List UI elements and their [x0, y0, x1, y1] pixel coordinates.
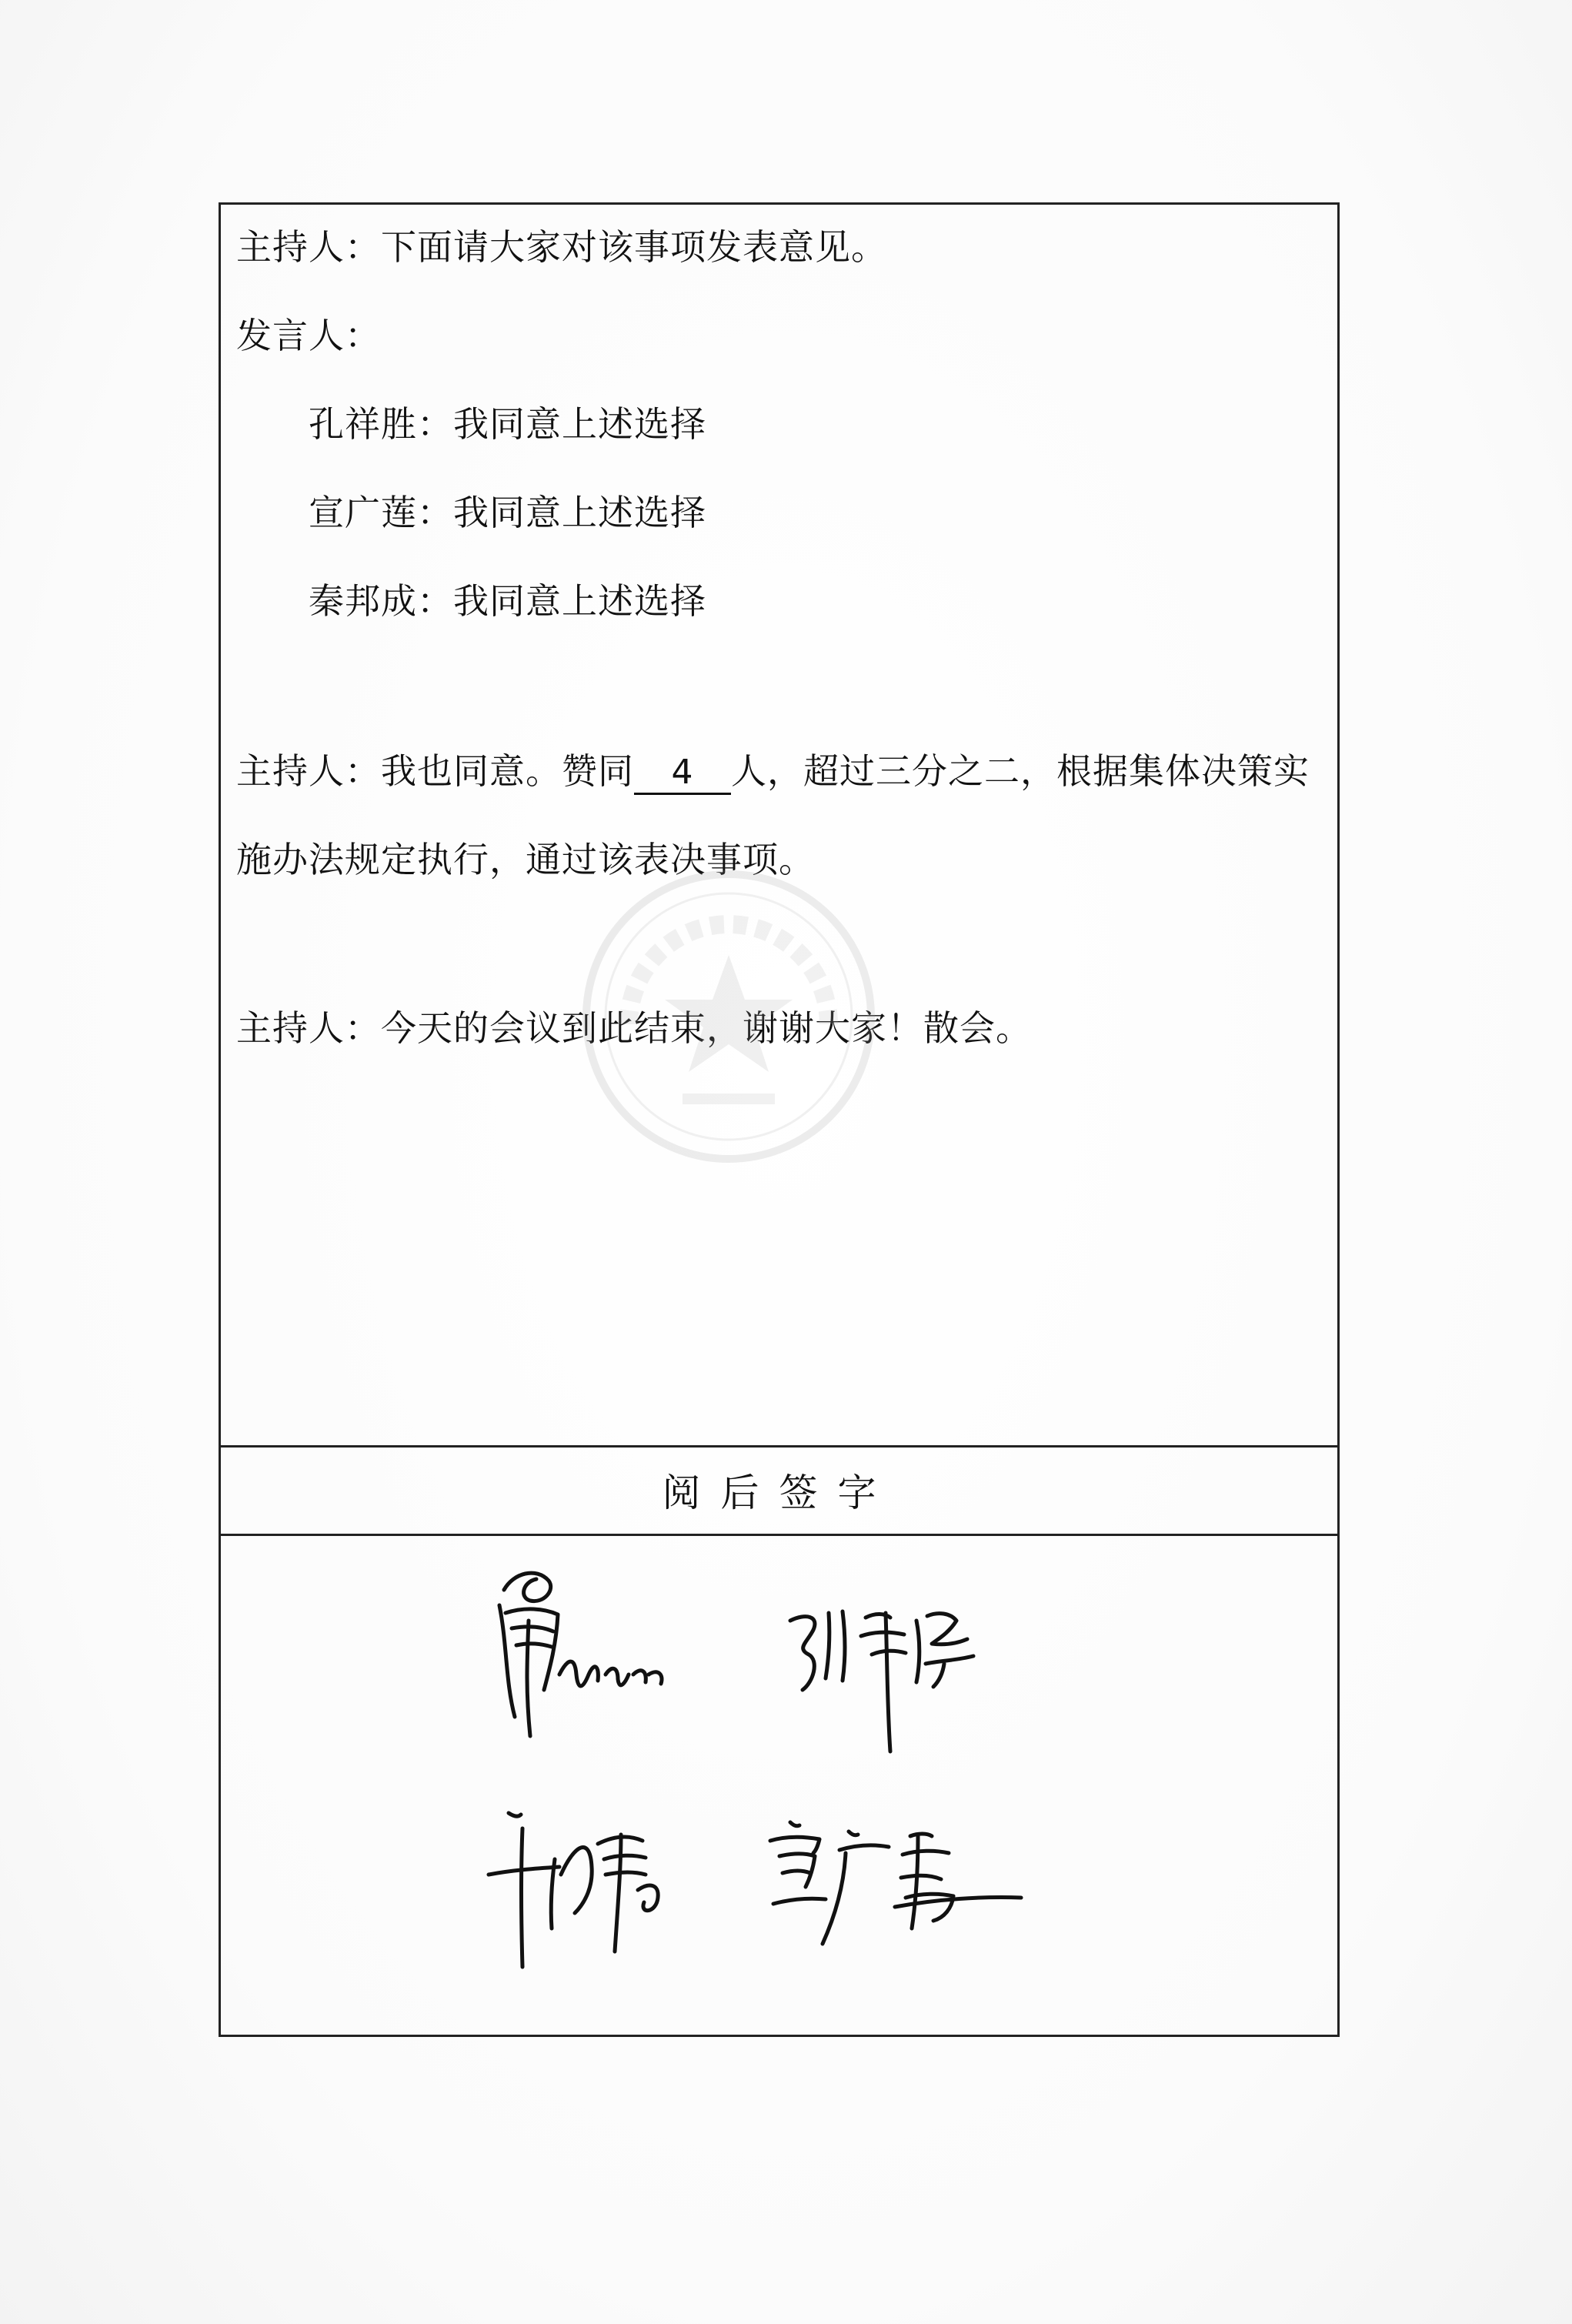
section-divider — [221, 1534, 1337, 1536]
speaker-line: 秦邦成：我同意上述选择 — [309, 580, 706, 622]
speaker-line: 宣广莲：我同意上述选择 — [309, 492, 706, 533]
host-result-prefix: 主持人：我也同意。赞同 — [236, 750, 634, 792]
host-result-line-2: 施办法规定执行，通过该表决事项。 — [236, 839, 815, 880]
signature-1 — [482, 1559, 698, 1751]
host-result-suffix: 人，超过三分之二，根据集体决策实 — [731, 750, 1310, 792]
minutes-content — [221, 205, 1337, 1444]
speaker-line: 孔祥胜：我同意上述选择 — [309, 403, 706, 445]
signature-4 — [759, 1813, 1036, 1982]
host-result-line-1 — [236, 750, 1310, 795]
signature-2 — [775, 1590, 1021, 1775]
host-invite-text: 主持人：下面请大家对该事项发表意见。 — [236, 226, 887, 268]
approve-count-blank — [634, 753, 731, 795]
meeting-minutes-table — [219, 202, 1340, 2037]
speakers-label: 发言人： — [236, 315, 381, 356]
host-closing-text: 主持人：今天的会议到此结束，谢谢大家！散会。 — [236, 1007, 1032, 1049]
signature-3 — [475, 1798, 729, 1982]
approve-count-value: 4 — [634, 756, 731, 795]
official-seal-icon — [575, 863, 883, 1170]
signature-header: 阅后签字 — [662, 1471, 896, 1515]
